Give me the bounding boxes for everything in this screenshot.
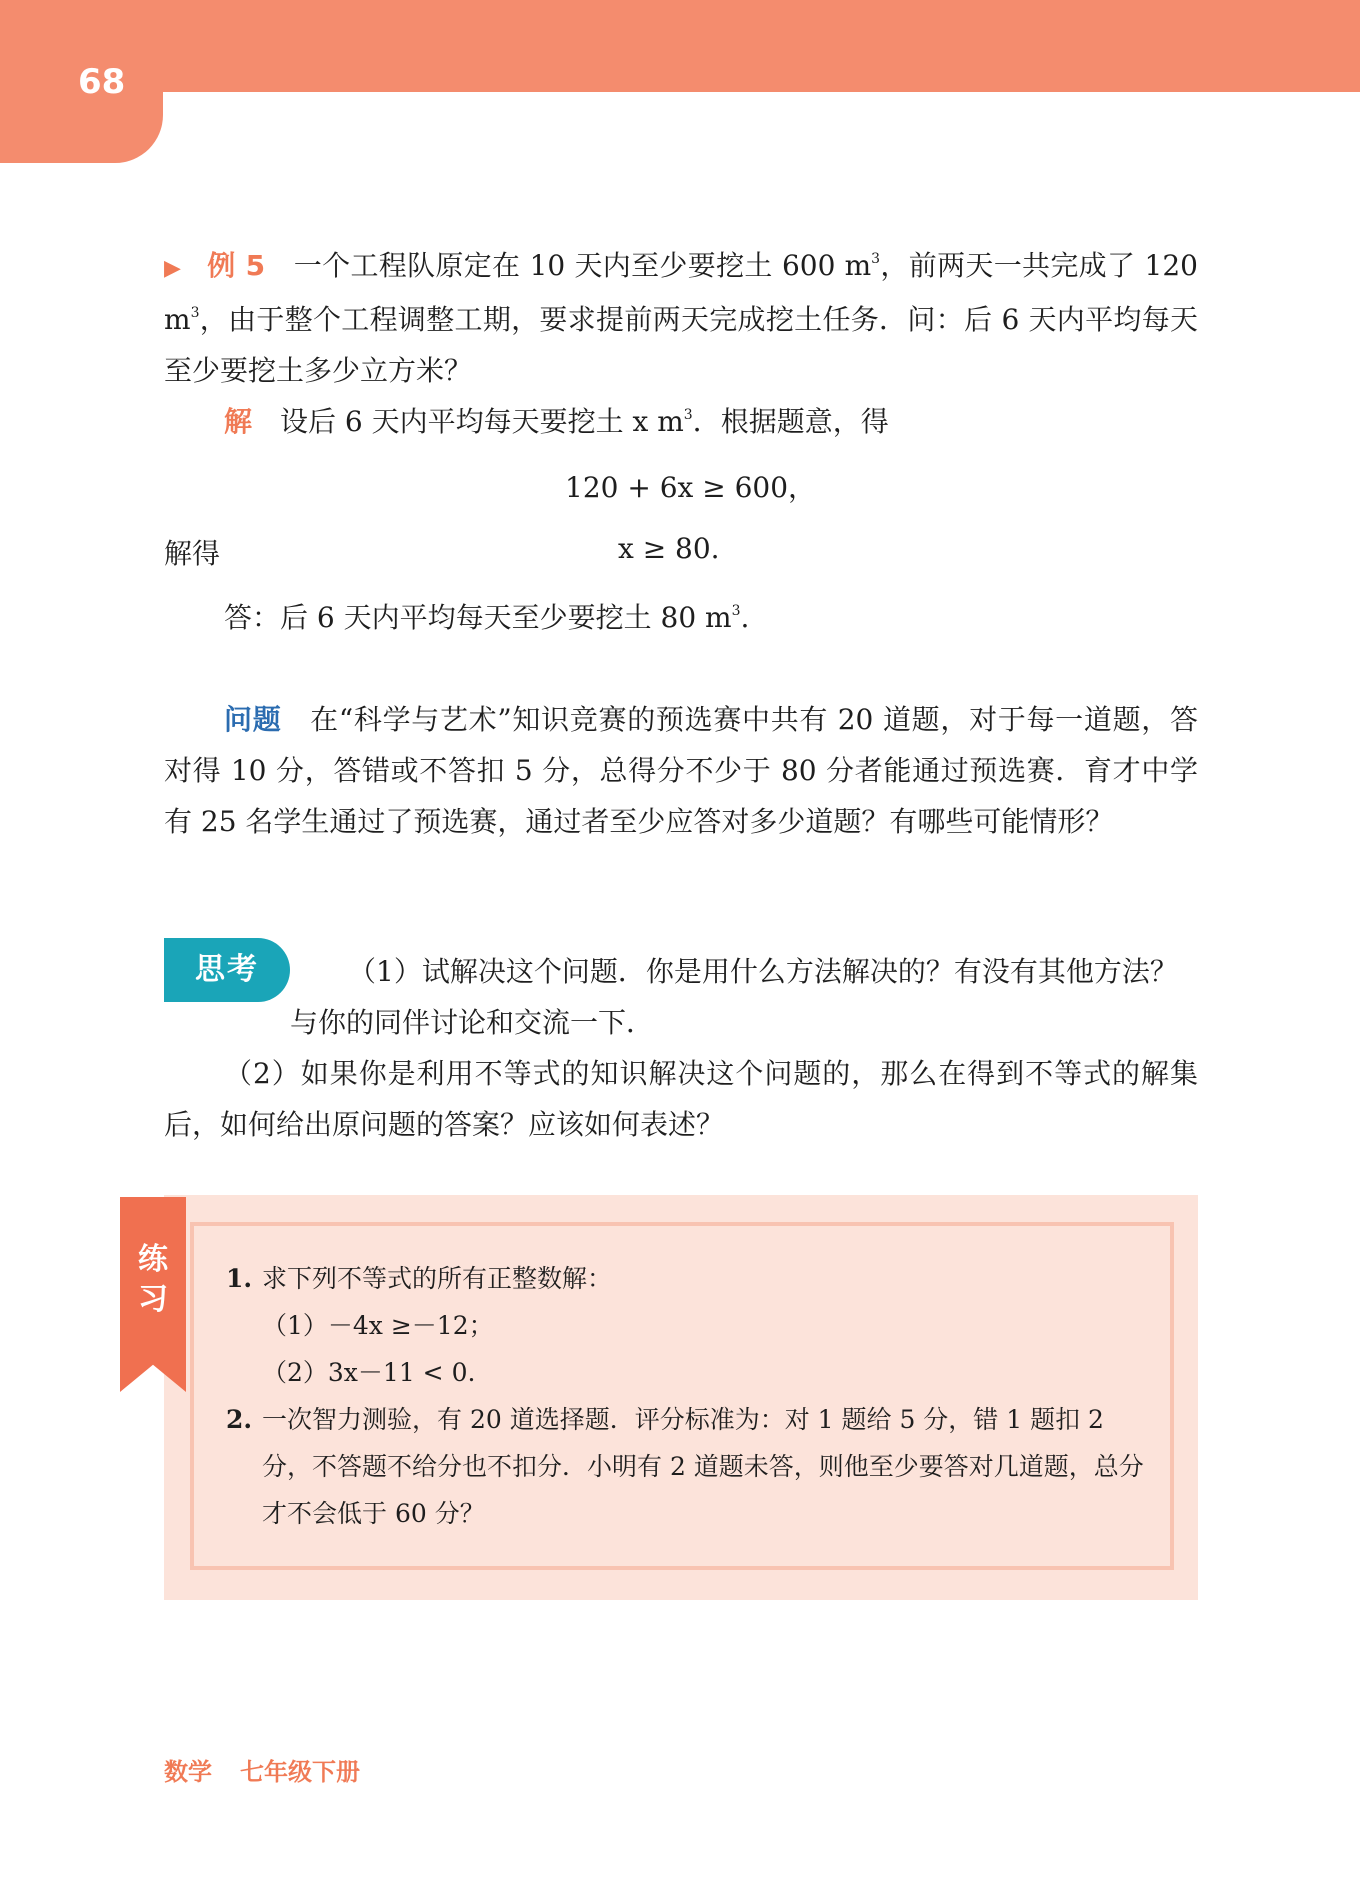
practice-label-1: 练 bbox=[138, 1242, 168, 1277]
think-line-3 bbox=[164, 1048, 1198, 1150]
superscript-4: 3 bbox=[731, 603, 741, 619]
equation-2: x ≥ 80. bbox=[618, 532, 720, 565]
problem-label: 问题 bbox=[224, 703, 282, 736]
superscript-1: 3 bbox=[871, 251, 881, 267]
example-label: 例 5 bbox=[207, 249, 266, 282]
answer-block bbox=[164, 592, 1198, 643]
practice-label-2: 习 bbox=[138, 1282, 168, 1317]
question-1-number: 1. bbox=[226, 1264, 253, 1293]
question-1b: （2）3x－11 < 0. bbox=[262, 1358, 476, 1387]
footer-grade: 七年级下册 bbox=[240, 1758, 360, 1786]
superscript-3: 3 bbox=[683, 407, 693, 423]
example-text-1: 一个工程队原定在 10 天内至少要挖土 600 m bbox=[293, 249, 872, 282]
footer bbox=[164, 1752, 360, 1787]
think-line-1 bbox=[348, 946, 1198, 997]
header-band bbox=[0, 0, 1360, 92]
question-1a: （1）－4x ≥－12； bbox=[262, 1311, 494, 1340]
equation-1: 120 + 6x ≥ 600， bbox=[565, 471, 817, 504]
question-1-text: 求下列不等式的所有正整数解： bbox=[262, 1264, 613, 1293]
answer-text-1: 答：后 6 天内平均每天至少要挖土 80 m bbox=[224, 601, 732, 634]
footer-subject: 数学 bbox=[164, 1758, 212, 1786]
problem-block bbox=[164, 694, 1198, 847]
practice-content bbox=[226, 1255, 1146, 1537]
solution-label: 解 bbox=[224, 405, 253, 438]
question-2-text: 一次智力测验，有 20 道选择题．评分标准为：对 1 题给 5 分，错 1 题扣 2 分，不答题不给分也不扣分．小明有 2 道题未答，则他至少要答对几道题，总分才不会低于 60 分？ bbox=[262, 1405, 1144, 1528]
think-text-1: （1）试解决这个问题．你是用什么方法解决的？有没有其他方法？ bbox=[348, 955, 1178, 988]
think-text-3: （2）如果你是利用不等式的知识解决这个问题的，那么在得到不等式的解集后，如何给出原问题的答案？应该如何表述？ bbox=[164, 1057, 1198, 1141]
superscript-2: 3 bbox=[190, 305, 200, 321]
example-text-2: ，前两天一共完成了 120 m bbox=[164, 249, 1198, 336]
think-text-2: 与你的同伴讨论和交流一下． bbox=[290, 1006, 655, 1039]
example-paragraph bbox=[164, 240, 1198, 396]
think-line-2 bbox=[290, 997, 1198, 1048]
problem-paragraph bbox=[164, 694, 1198, 847]
think-tag: 思考 bbox=[164, 938, 290, 1002]
page-number: 68 bbox=[78, 62, 126, 102]
answer-paragraph bbox=[164, 592, 1198, 643]
practice-label bbox=[120, 1240, 186, 1320]
play-arrow-icon: ▶ bbox=[164, 256, 182, 281]
question-2-number: 2. bbox=[226, 1405, 253, 1434]
practice-question-2 bbox=[226, 1396, 1146, 1537]
solution-text-2: ．根据题意，得 bbox=[692, 405, 889, 438]
solve-label: 解得 bbox=[164, 537, 221, 570]
solution-text-1: 设后 6 天内平均每天要挖土 x m bbox=[280, 405, 684, 438]
example-block bbox=[164, 240, 1198, 447]
example-text-3: ，由于整个工程调整工期，要求提前两天完成挖土任务．问：后 6 天内平均每天至少要挖土多少立方米？ bbox=[164, 303, 1198, 387]
problem-text: 在“科学与艺术”知识竞赛的预选赛中共有 20 道题，对于每一道题，答对得 10 分，答错或不答扣 5 分，总得分不少于 80 分者能通过预选赛．育才中学有 25 名学生通过了预选赛，通过者至少应答对多少道题？有哪些可能情形？ bbox=[164, 703, 1198, 838]
answer-text-2: . bbox=[740, 601, 750, 634]
solution-paragraph bbox=[164, 396, 1198, 447]
practice-question-1 bbox=[226, 1255, 1146, 1302]
